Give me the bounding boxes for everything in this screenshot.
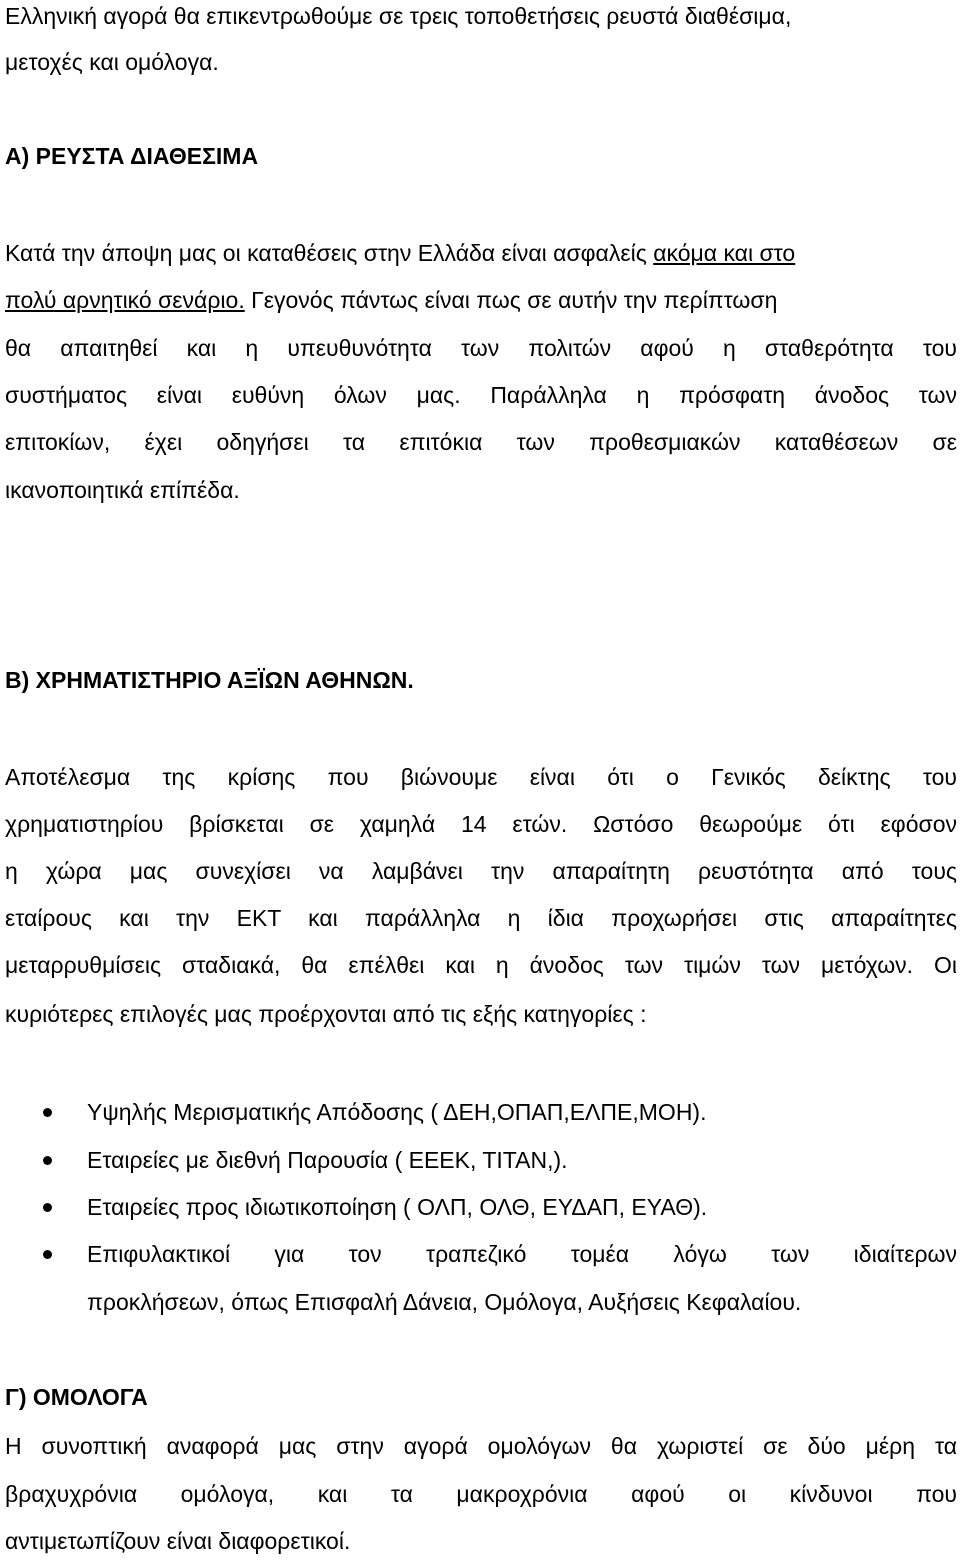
list-item: Επιφυλακτικοί για τον τραπεζικό τομέα λόγω των ιδιαίτερων <box>87 1241 957 1267</box>
section-b-line-3: η χώρα μας συνεχίσει να λαμβάνει την απαραίτητη ρευστότητα από τους <box>5 858 957 884</box>
section-a-line-2-text: Γεγονός πάντως είναι πως σε αυτήν την περίπτωση <box>244 287 778 313</box>
list-item: Υψηλής Μερισματικής Απόδοσης ( ΔΕΗ,ΟΠΑΠ,ΕΛΠΕ,ΜΟΗ). <box>87 1099 707 1125</box>
section-b-line-1: Αποτέλεσμα της κρίσης που βιώνουμε είναι ότι ο Γενικός δείκτης του <box>5 764 957 790</box>
bullet-dot-icon <box>43 1156 52 1165</box>
section-b-line-2: χρηματιστηρίου βρίσκεται σε χαμηλά 14 ετών. Ωστόσο θεωρούμε ότι εφόσον <box>5 811 957 837</box>
section-b-line-5: μεταρρυθμίσεις σταδιακά, θα επέλθει και η άνοδος των τιμών των μετόχων. Οι <box>5 952 957 978</box>
bullet-dot-icon <box>43 1250 52 1259</box>
list-item: Εταιρείες με διεθνή Παρουσία ( ΕΕΕΚ, ΤΙΤΑΝ,). <box>87 1147 568 1173</box>
section-a-line-4: συστήματος είναι ευθύνη όλων μας. Παράλληλα η πρόσφατη άνοδος των <box>5 382 957 408</box>
list-item-continuation: προκλήσεων, όπως Επισφαλή Δάνεια, Ομόλογα, Αυξήσεις Κεφαλαίου. <box>87 1289 802 1315</box>
underlined-phrase-2: πολύ αρνητικό σενάριο. <box>5 287 245 313</box>
bullet-dot-icon <box>43 1108 52 1117</box>
section-a-line-1-text: Κατά την άποψη μας οι καταθέσεις στην Ελλάδα είναι ασφαλείς <box>5 240 654 266</box>
section-a-line-1 <box>5 239 795 267</box>
section-c-line-2: βραχυχρόνια ομόλογα, και τα μακροχρόνια αφού οι κίνδυνοι που <box>5 1481 957 1507</box>
section-a-line-5: επιτοκίων, έχει οδηγήσει τα επιτόκια των προθεσμιακών καταθέσεων σε <box>5 429 957 455</box>
list-item: Εταιρείες προς ιδιωτικοποίηση ( ΟΛΠ, ΟΛΘ, ΕΥΔΑΠ, ΕΥΑΘ). <box>87 1194 708 1220</box>
section-a-heading: Α) ΡΕΥΣΤΑ ΔΙΑΘΕΣΙΜΑ <box>5 143 259 169</box>
bullet-dot-icon <box>43 1203 52 1212</box>
intro-line-1: Ελληνική αγορά θα επικεντρωθούμε σε τρεις τοποθετήσεις ρευστά διαθέσιμα, <box>5 3 792 29</box>
section-b-heading: Β) ΧΡΗΜΑΤΙΣΤΗΡΙΟ ΑΞΪΩΝ ΑΘΗΝΩΝ. <box>5 667 414 693</box>
intro-line-2: μετοχές και ομόλογα. <box>5 49 219 75</box>
section-c-line-3: αντιμετωπίζουν είναι διαφορετικοί. <box>5 1528 351 1554</box>
section-a-line-6: ικανοποιητικά επίπέδα. <box>5 477 240 503</box>
section-b-line-4: εταίρους και την ΕΚΤ και παράλληλα η ίδια προχωρήσει στις απαραίτητες <box>5 905 957 931</box>
section-c-heading: Γ) ΟΜΟΛΟΓΑ <box>5 1384 148 1410</box>
section-b-line-6: κυριότερες επιλογές μας προέρχονται από τις εξής κατηγορίες : <box>5 1001 647 1027</box>
section-a-line-3: θα απαιτηθεί και η υπευθυνότητα των πολιτών αφού η σταθερότητα του <box>5 335 957 361</box>
section-c-line-1: Η συνοπτική αναφορά μας στην αγορά ομολόγων θα χωριστεί σε δύο μέρη τα <box>5 1433 957 1459</box>
section-a-line-2 <box>5 286 777 314</box>
underlined-phrase-1: ακόμα και στο <box>653 240 796 266</box>
